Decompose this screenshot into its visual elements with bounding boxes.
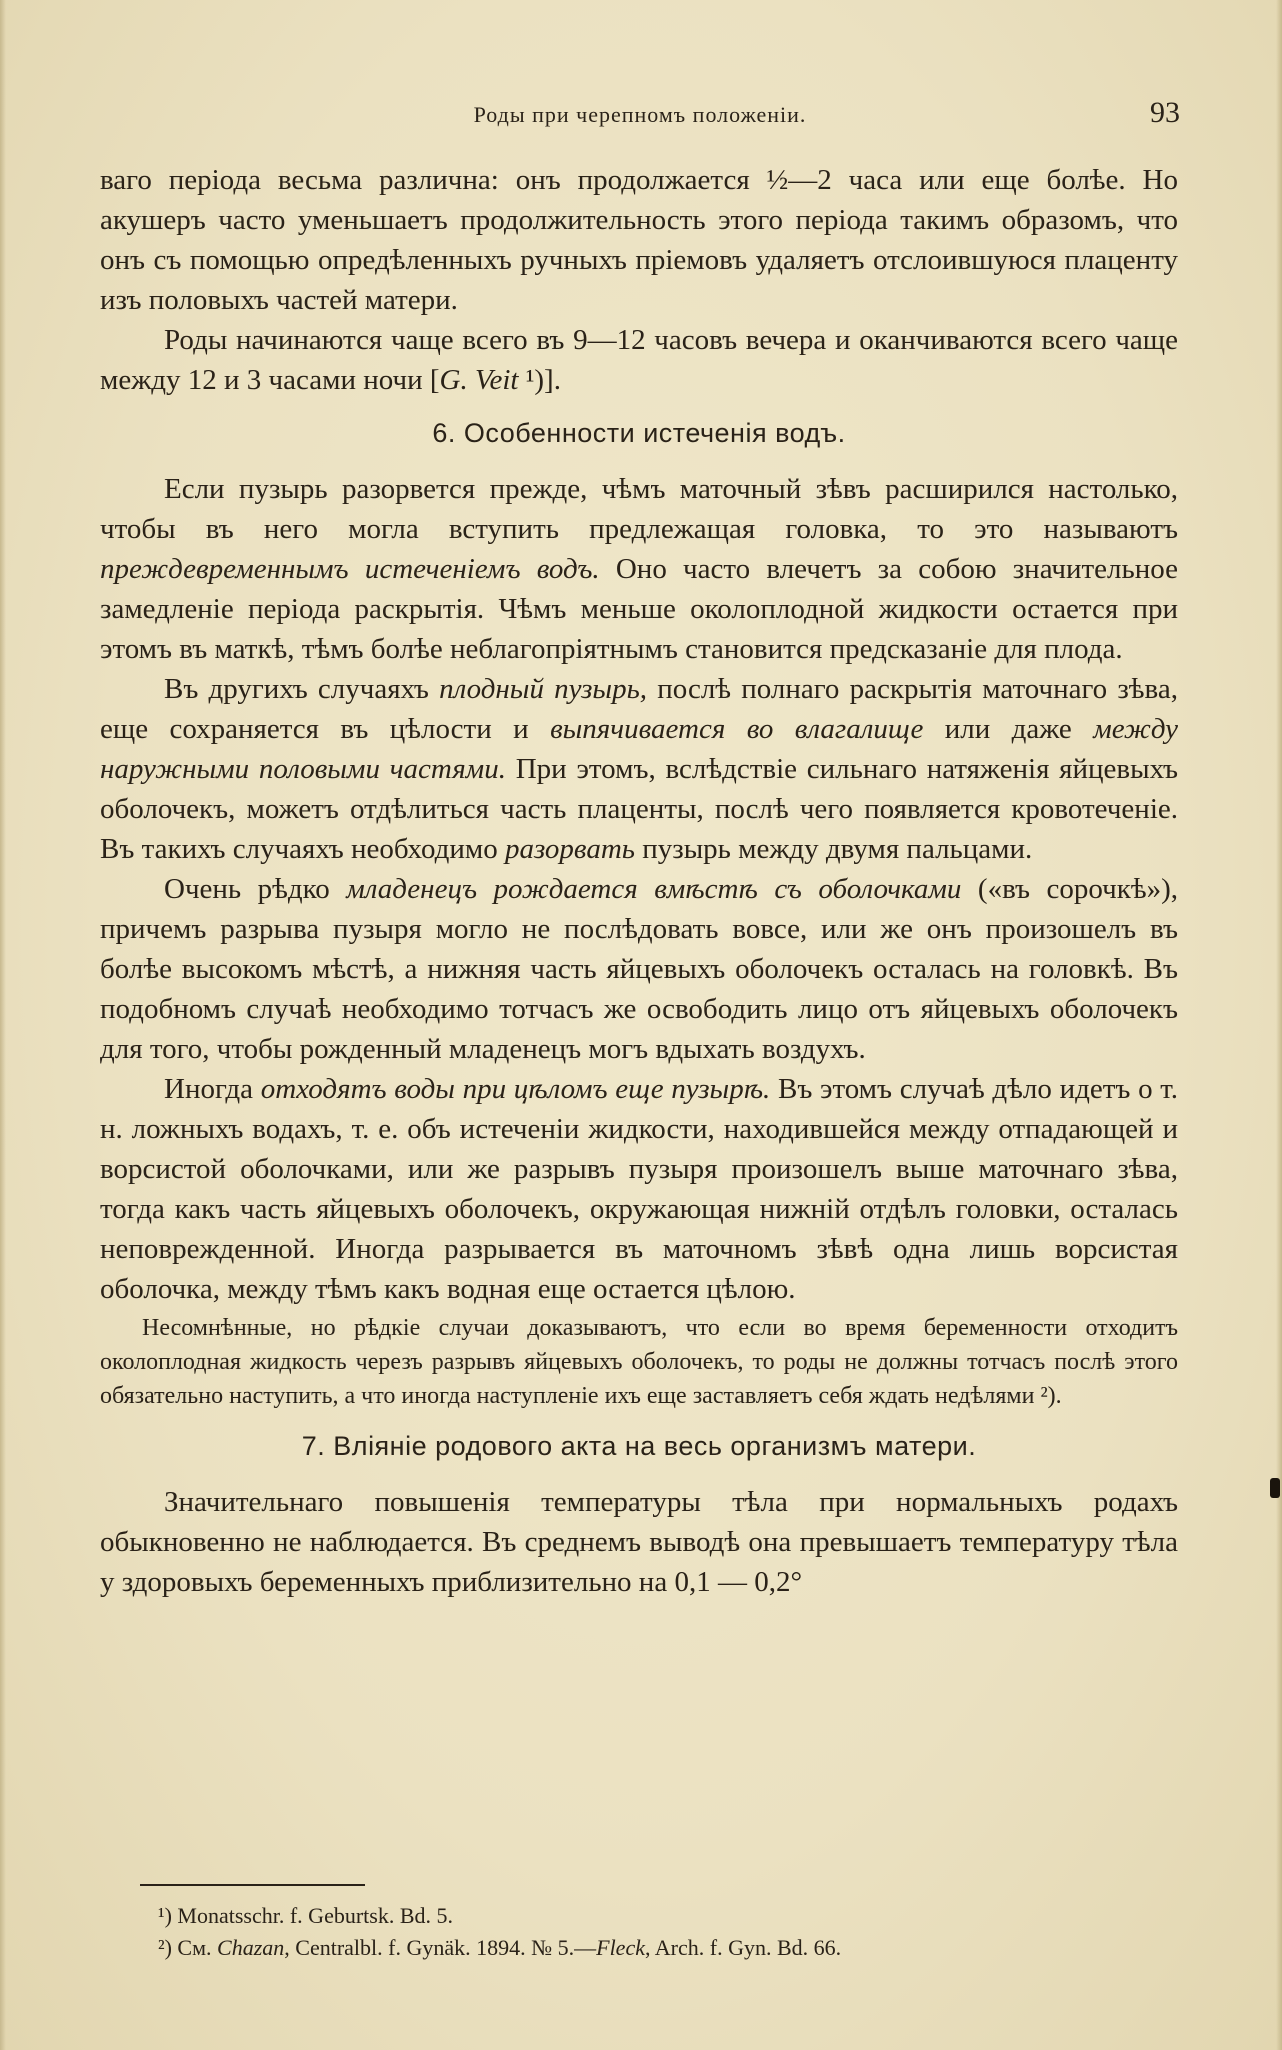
paragraph-text: послѣ полнаго раскрытія маточнаго зѣва, еще сохраняется въ цѣлости и	[100, 673, 1178, 745]
page-edge-left	[0, 0, 6, 2050]
paragraph-text: Иногда	[164, 1073, 261, 1105]
paragraph-text: Очень рѣдко	[164, 873, 347, 905]
paragraph-text: Въ этомъ случаѣ дѣло идетъ о т. н. ложныхъ водахъ, т. е. объ истеченіи жидкости, находившейся между отпадающей и ворсистой оболочками, или же разрывъ пузыря произошелъ выше маточнаго зѣва, тогда какъ часть яйцевыхъ оболочекъ, окружающая нижній отдѣлъ головки, осталась неповрежденной. Иногда разрывается въ маточномъ зѣвѣ одна лишь ворсистая оболочка, между тѣмъ какъ водная еще остается цѣлою.	[100, 1073, 1178, 1305]
italic-term: преждевременнымъ истеченіемъ водъ.	[100, 553, 600, 585]
italic-term: плодный пузырь,	[439, 673, 648, 705]
italic-term: младенецъ рождается вмѣстѣ съ оболочками	[346, 873, 962, 905]
page-number: 93	[1150, 96, 1180, 129]
paragraph-text: Если пузырь разорвется прежде, чѣмъ маточный зѣвъ расширился настолько, чтобы въ него могла вступить предлежащая головка, то это называютъ	[100, 473, 1178, 545]
paragraph-birth-times	[100, 320, 1178, 400]
footnote-1	[158, 1900, 1158, 1932]
paragraph-text: Несомнѣнные, но рѣдкіе случаи доказываютъ, что если во время беременности отходитъ околоплодная жидкость черезъ разрывъ яйцевыхъ оболочекъ, то роды не должны тотчасъ послѣ этого обязательно наступить, а что иногда наступленіе ихъ еще заставляетъ себя ждать недѣлями ²).	[100, 1315, 1178, 1409]
page-header	[100, 96, 1180, 136]
paragraph-continuation	[100, 160, 1178, 320]
author-citation: Chazan	[217, 1935, 285, 1960]
footnotes	[158, 1900, 1158, 1964]
footnote-text: ¹) Monatsschr. f. Geburtsk. Bd. 5.	[158, 1903, 454, 1928]
body-text	[100, 160, 1178, 1602]
paragraph-false-waters	[100, 1069, 1178, 1309]
footnote-text: , Arch. f. Gyn. Bd. 66.	[644, 1935, 842, 1960]
footnote-ref: ¹)].	[518, 364, 561, 396]
paragraph-text: («въ сорочкѣ»), причемъ разрыва пузыря могло не послѣдовать вовсе, или же онъ произошелъ въ болѣе высокомъ мѣстѣ, а нижняя часть яйцевыхъ оболочекъ осталась на головкѣ. Въ подобномъ случаѣ необходимо тотчасъ же освободить лицо отъ яйцевыхъ оболочекъ для того, чтобы рожденный младенецъ могъ вдыхать воздухъ.	[100, 873, 1178, 1065]
paragraph-born-with-caul	[100, 869, 1178, 1069]
author-citation: Fleck	[596, 1935, 645, 1960]
footnote-text: ²) См.	[158, 1935, 218, 1960]
footnote-divider	[140, 1884, 365, 1886]
section-heading-6: 6. Особенности истеченія водъ.	[432, 418, 846, 448]
footnote-text: , Centralbl. f. Gynäk. 1894. № 5.—	[284, 1935, 597, 1960]
ink-mark	[1270, 1478, 1280, 1498]
paragraph-text: Оно часто влечетъ за собою значительное замедленіе періода раскрытія. Чѣмъ меньше околоплодной жидкости остается при этомъ въ маткѣ, тѣмъ болѣе неблагопріятнымъ становится предсказаніе для плода.	[100, 553, 1178, 665]
paragraph-text: пузырь между двумя пальцами.	[634, 833, 1033, 865]
italic-term: между наружными половыми частями.	[100, 713, 1178, 785]
page-edge-right	[1276, 0, 1282, 2050]
paragraph-text: Роды начинаются чаще всего въ 9—12 часовъ вечера и оканчиваются всего чаще между 12 и 3 часами ночи [	[100, 324, 1178, 396]
author-citation: G. Veit	[439, 364, 519, 396]
paragraph-text: Въ другихъ случаяхъ	[164, 673, 440, 705]
paragraph-text: Значительнаго повышенія температуры тѣла при нормальныхъ родахъ обыкновенно не наблюдается. Въ среднемъ выводѣ она превышаетъ температуру тѣла у здоровыхъ беременныхъ приблизительно на 0,1 — 0,2°	[100, 1486, 1178, 1598]
paragraph-premature-rupture	[100, 469, 1178, 669]
paragraph-small-print	[100, 1311, 1178, 1413]
italic-term: выпячивается во влагалище	[550, 713, 924, 745]
section-heading-7: 7. Вліяніе родового акта на весь организмъ матери.	[301, 1431, 977, 1461]
paragraph-text: При этомъ, вслѣдствіе сильнаго натяженія яйцевыхъ оболочекъ, можетъ отдѣлиться часть плаценты, послѣ чего появляется кровотеченіе. Въ такихъ случаяхъ необходимо	[100, 753, 1178, 865]
paragraph-text: ваго періода весьма различна: онъ продолжается ½—2 часа или еще болѣе. Но акушеръ часто уменьшаетъ продолжительность этого періода такимъ образомъ, что онъ съ помощью опредѣленныхъ ручныхъ пріемовъ удаляетъ отслоившуюся плаценту изъ половыхъ частей матери.	[100, 164, 1178, 316]
italic-term: отходятъ воды при цѣломъ еще пузырѣ.	[260, 1073, 771, 1105]
footnote-2	[158, 1932, 1158, 1964]
running-title: Роды при черепномъ положеніи.	[473, 102, 807, 127]
italic-term: разорвать	[505, 833, 635, 865]
paragraph-intact-membranes	[100, 669, 1178, 869]
paragraph-text: или даже	[923, 713, 1094, 745]
paragraph-temperature	[100, 1482, 1178, 1602]
